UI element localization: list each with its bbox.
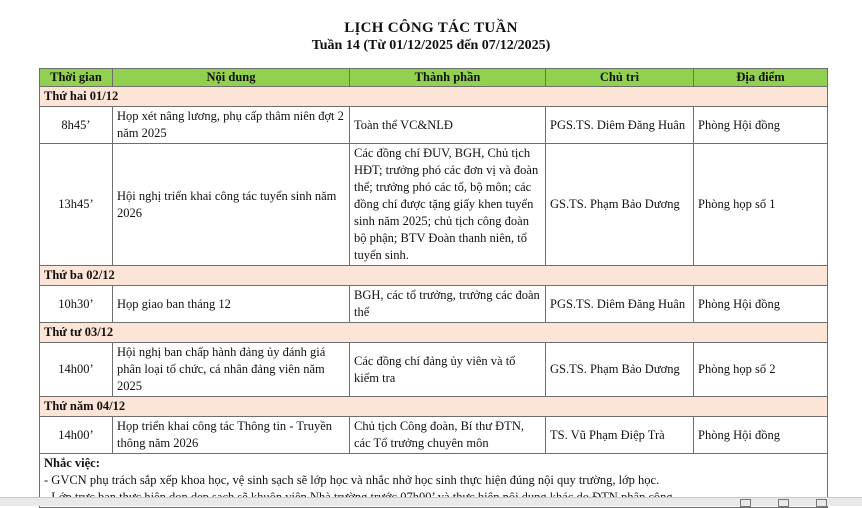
event-location: Phòng Hội đồng bbox=[694, 107, 828, 144]
col-header-location: Địa điểm bbox=[694, 69, 828, 87]
table-row bbox=[40, 343, 828, 397]
event-content: Họp giao ban tháng 12 bbox=[113, 286, 350, 323]
table-row bbox=[40, 107, 828, 144]
day-label: Thứ ba 02/12 bbox=[40, 266, 828, 286]
event-participants: Các đồng chí đảng ủy viên và tổ kiểm tra bbox=[350, 343, 546, 397]
event-location: Phòng Hội đồng bbox=[694, 417, 828, 454]
day-label: Thứ năm 04/12 bbox=[40, 397, 828, 417]
event-participants: Các đồng chí ĐUV, BGH, Chủ tịch HĐT; trưởng phó các đơn vị và đoàn thể; trưởng phó các tổ, bộ môn; các đồng chí được tặng giấy khen tuyển sinh năm 2025; chủ tịch công đoàn bộ phận; BTV Đoàn thanh niên, tổ tuyển sinh. bbox=[350, 144, 546, 266]
page-view-icon[interactable] bbox=[740, 499, 751, 507]
event-chair: TS. Vũ Phạm Điệp Trà bbox=[546, 417, 694, 454]
table-row bbox=[40, 144, 828, 266]
event-participants: Toàn thể VC&NLĐ bbox=[350, 107, 546, 144]
event-chair: PGS.TS. Diêm Đăng Huân bbox=[546, 107, 694, 144]
event-time: 10h30’ bbox=[40, 286, 113, 323]
day-row-wednesday bbox=[40, 323, 828, 343]
event-location: Phòng họp số 1 bbox=[694, 144, 828, 266]
event-time: 8h45’ bbox=[40, 107, 113, 144]
event-content: Họp triển khai công tác Thông tin - Truyền thông năm 2026 bbox=[113, 417, 350, 454]
table-row bbox=[40, 286, 828, 323]
notes-heading: Nhắc việc: bbox=[44, 456, 100, 470]
event-participants: BGH, các tổ trưởng, trưởng các đoàn thể bbox=[350, 286, 546, 323]
event-time: 13h45’ bbox=[40, 144, 113, 266]
note-item: - GVCN phụ trách sắp xếp khoa học, vệ sinh sạch sẽ lớp học và nhắc nhở học sinh thực hiện đúng nội quy trường, lớp học. bbox=[44, 473, 660, 487]
page-title: LỊCH CÔNG TÁC TUẦN bbox=[344, 20, 518, 36]
layout-view-icon[interactable] bbox=[778, 499, 789, 507]
event-content: Hội nghị triển khai công tác tuyển sinh năm 2026 bbox=[113, 144, 350, 266]
zoom-icon[interactable] bbox=[816, 499, 827, 507]
col-header-time: Thời gian bbox=[40, 69, 113, 87]
day-row-monday bbox=[40, 87, 828, 107]
event-chair: PGS.TS. Diêm Đăng Huân bbox=[546, 286, 694, 323]
event-participants: Chủ tịch Công đoàn, Bí thư ĐTN, các Tổ trưởng chuyên môn bbox=[350, 417, 546, 454]
event-location: Phòng Hội đồng bbox=[694, 286, 828, 323]
schedule-table bbox=[39, 68, 828, 508]
day-label: Thứ tư 03/12 bbox=[40, 323, 828, 343]
col-header-content: Nội dung bbox=[113, 69, 350, 87]
event-content: Hội nghị ban chấp hành đảng ủy đánh giá phân loại tổ chức, cá nhân đảng viên năm 2025 bbox=[113, 343, 350, 397]
event-chair: GS.TS. Phạm Bảo Dương bbox=[546, 343, 694, 397]
event-content: Họp xét nâng lương, phụ cấp thâm niên đợt 2 năm 2025 bbox=[113, 107, 350, 144]
col-header-participants: Thành phần bbox=[350, 69, 546, 87]
event-chair: GS.TS. Phạm Bảo Dương bbox=[546, 144, 694, 266]
table-row bbox=[40, 417, 828, 454]
event-location: Phòng họp số 2 bbox=[694, 343, 828, 397]
event-time: 14h00’ bbox=[40, 417, 113, 454]
day-row-tuesday bbox=[40, 266, 828, 286]
header-row bbox=[40, 69, 828, 87]
col-header-chair: Chủ trì bbox=[546, 69, 694, 87]
page-subtitle: Tuần 14 (Từ 01/12/2025 đến 07/12/2025) bbox=[311, 38, 551, 53]
day-label: Thứ hai 01/12 bbox=[40, 87, 828, 107]
event-time: 14h00’ bbox=[40, 343, 113, 397]
day-row-thursday bbox=[40, 397, 828, 417]
